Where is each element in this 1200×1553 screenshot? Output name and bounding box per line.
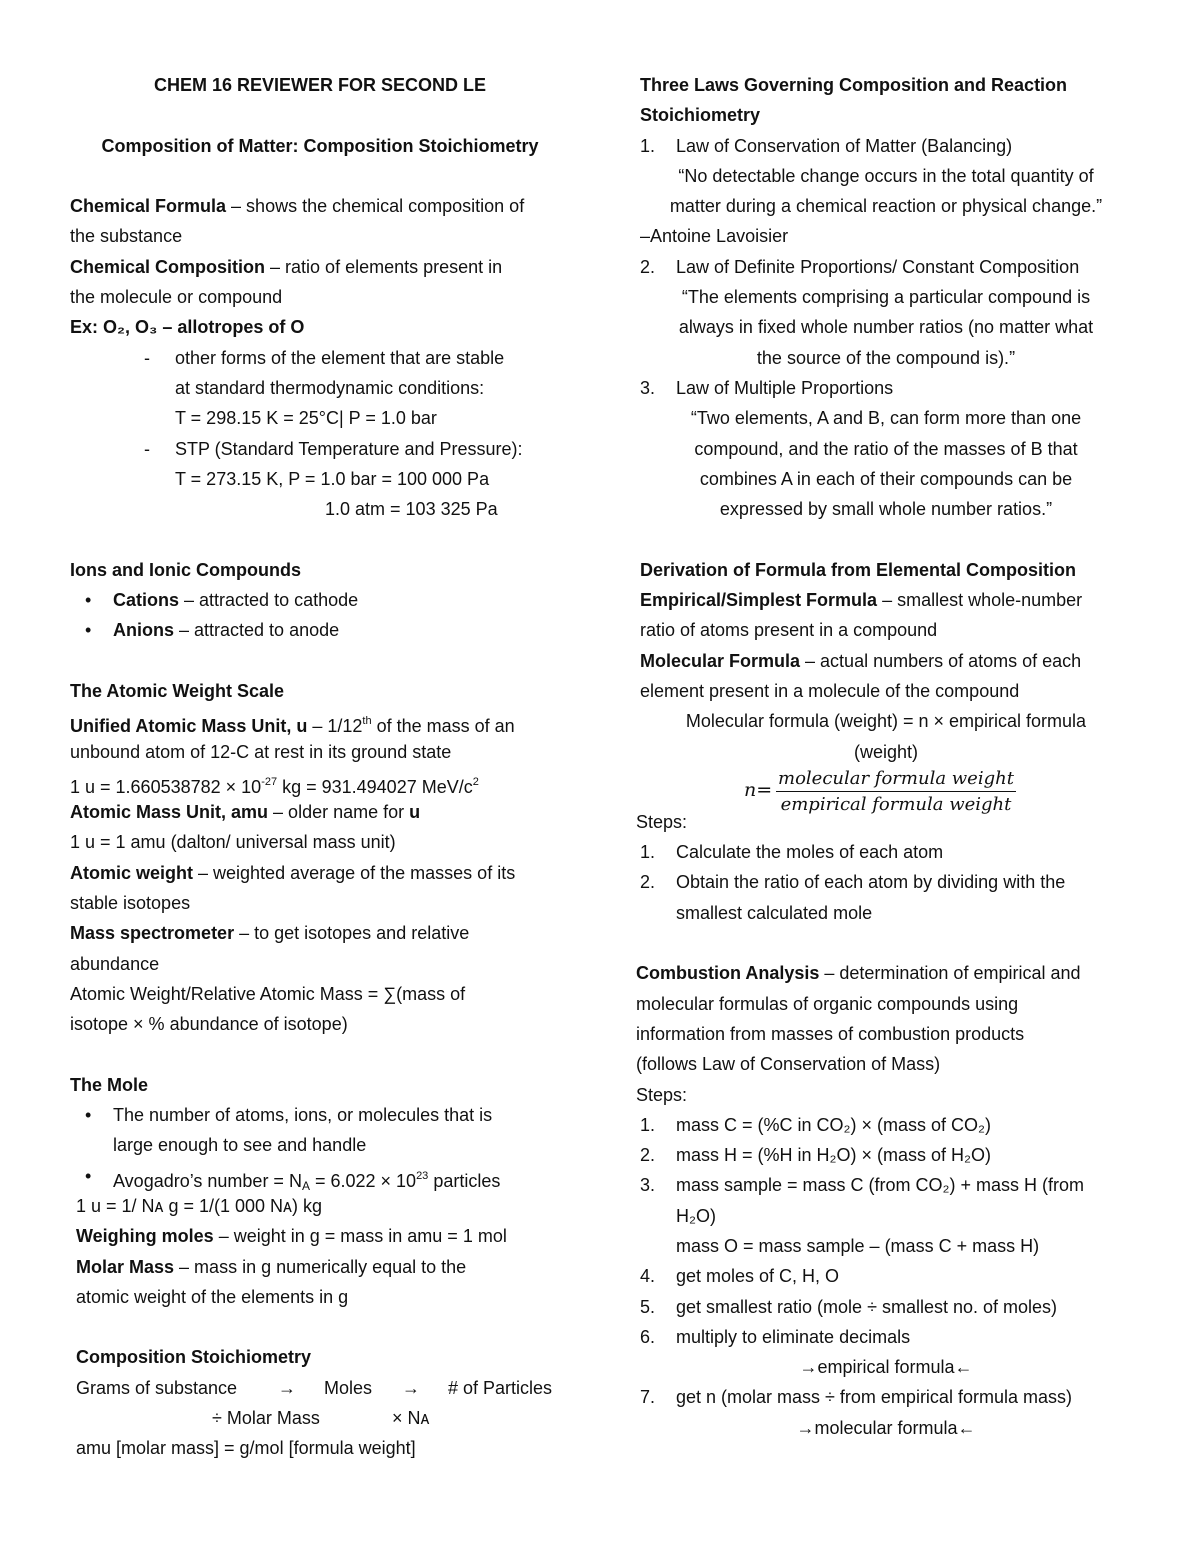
quote-author: –Antoine Lavoisier bbox=[640, 226, 789, 247]
atomic-weight-heading: The Atomic Weight Scale bbox=[70, 680, 285, 701]
derivation-heading: Derivation of Formula from Elemental Composition bbox=[640, 559, 1077, 580]
right-column bbox=[636, 70, 1136, 1443]
text-line: atomic weight of the elements in g bbox=[76, 1286, 349, 1307]
conversion-flow: Grams of substance → Moles → # of Particles bbox=[70, 1373, 570, 1403]
empirical-formula-result: →empirical formula← bbox=[799, 1357, 973, 1378]
numbered-item: 2. mass H = (%H in H₂O) × (mass of H₂O) bbox=[640, 1145, 992, 1166]
ions-heading: Ions and Ionic Compounds bbox=[70, 559, 301, 580]
quote-line: expressed by small whole number ratios.” bbox=[719, 499, 1053, 520]
bullet-item: • Avogadro’s number = $N_A = 6.022 \times 10^{23}$ particles bbox=[70, 1161, 570, 1191]
amu-molar-mass-line: amu [molar mass] = g/mol [formula weight] bbox=[76, 1438, 416, 1459]
text-line: isotope × % abundance of isotope) bbox=[70, 1014, 348, 1035]
stp-values: T = 273.15 K, P = 1.0 bar = 100 000 Pa bbox=[175, 468, 490, 489]
bullet-marker: • bbox=[85, 590, 92, 611]
quote-line: “Two elements, A and B, can form more than one bbox=[690, 408, 1082, 429]
text-line: information from masses of combustion products bbox=[636, 1023, 1025, 1044]
quote-line: always in fixed whole number ratios (no matter what bbox=[678, 317, 1094, 338]
steps-label: Steps: bbox=[636, 811, 688, 832]
molecular-formula-line: Molecular Formula – actual numbers of atoms of each bbox=[640, 650, 1082, 671]
dash-marker: - bbox=[144, 347, 150, 368]
numbered-item: 4. get moles of C, H, O bbox=[640, 1266, 840, 1287]
amu-equation: 1 u = 1 amu (dalton/ universal mass unit) bbox=[70, 832, 396, 853]
unified-amu-line: Unified Atomic Mass Unit, u – 1/12th of the mass of an bbox=[70, 715, 515, 737]
text-line: smallest calculated mole bbox=[676, 902, 873, 923]
mole-heading: The Mole bbox=[70, 1074, 149, 1095]
bullet-marker: • bbox=[85, 1105, 92, 1126]
chemical-composition-line: Chemical Composition – ratio of elements present in bbox=[70, 256, 503, 277]
numbered-item: 3. mass sample = mass C (from CO₂) + mass H (from bbox=[640, 1175, 1085, 1196]
numbered-item: 1. mass C = (%C in CO₂) × (mass of CO₂) bbox=[640, 1114, 992, 1135]
conversion-factors: ÷ Molar Mass × Nᴀ bbox=[212, 1408, 430, 1429]
quote-line: combines A in each of their compounds can be bbox=[699, 468, 1073, 489]
combustion-analysis-line: Combustion Analysis – determination of empirical and bbox=[636, 963, 1081, 984]
atomic-weight-line: Atomic weight – weighted average of the masses of its bbox=[70, 862, 516, 883]
text-line: abundance bbox=[70, 953, 160, 974]
weighing-moles-line: Weighing moles – weight in g = mass in amu = 1 mol bbox=[76, 1226, 507, 1247]
bullet-marker: • bbox=[85, 620, 92, 641]
quote-line: compound, and the ratio of the masses of B that bbox=[694, 438, 1078, 459]
quote-line: matter during a chemical reaction or physical change.” bbox=[669, 196, 1103, 217]
text-line: stable isotopes bbox=[70, 893, 191, 914]
left-column bbox=[70, 70, 570, 1464]
amu-line: Atomic Mass Unit, amu – older name for u bbox=[70, 802, 421, 823]
chemical-formula-line: Chemical Formula – shows the chemical composition of bbox=[70, 196, 525, 217]
text-line: large enough to see and handle bbox=[113, 1135, 367, 1156]
numbered-item: 1. Law of Conservation of Matter (Balancing) bbox=[640, 135, 1013, 156]
text-line: (weight) bbox=[853, 741, 919, 762]
bullet-item: • Cations – attracted to cathode bbox=[70, 585, 570, 615]
laws-heading: Three Laws Governing Composition and Reaction bbox=[640, 75, 1068, 95]
numbered-item: 2. Law of Definite Proportions/ Constant Composition bbox=[640, 256, 1080, 277]
molecular-formula-result: →molecular formula← bbox=[796, 1417, 976, 1438]
steps-label: Steps: bbox=[636, 1084, 688, 1105]
arrow-right-icon: → bbox=[402, 1377, 420, 1398]
u-avogadro-line: 1 u = 1/ Nᴀ g = 1/(1 000 Nᴀ) kg bbox=[76, 1195, 322, 1216]
section-subtitle: Composition of Matter: Composition Stoichiometry bbox=[101, 135, 539, 156]
numbered-item: 6. multiply to eliminate decimals bbox=[640, 1326, 911, 1347]
atomic-weight-formula: Atomic Weight/Relative Atomic Mass = ∑(mass of bbox=[70, 983, 466, 1004]
text-line: element present in a molecule of the compound bbox=[640, 680, 1020, 701]
fraction-denominator: empirical formula weight bbox=[780, 793, 1012, 815]
mass-spectrometer-line: Mass spectrometer – to get isotopes and relative bbox=[70, 923, 470, 944]
standard-conditions: T = 298.15 K = 25°C| P = 1.0 bar bbox=[175, 408, 437, 429]
bullet-item: • Anions – attracted to anode bbox=[70, 615, 570, 645]
n-fraction-equation bbox=[636, 767, 1136, 815]
quote-line: the source of the compound is).” bbox=[756, 347, 1016, 368]
quote-line: “No detectable change occurs in the total quantity of bbox=[678, 165, 1094, 186]
example-line: Ex: O₂, O₃ – allotropes of O bbox=[70, 317, 305, 338]
numbered-item: 1. Calculate the moles of each atom bbox=[640, 842, 944, 863]
fraction-numerator: molecular formula weight bbox=[776, 767, 1016, 792]
text-line: the molecule or compound bbox=[70, 287, 283, 308]
laws-heading-cont: Stoichiometry bbox=[640, 105, 761, 126]
numbered-item: 3. Law of Multiple Proportions bbox=[640, 377, 894, 398]
numbered-item: 2. Obtain the ratio of each atom by dividing with the bbox=[640, 872, 1066, 893]
molecular-weight-equation: Molecular formula (weight) = n × empirical formula bbox=[685, 711, 1087, 732]
numbered-item: 5. get smallest ratio (mole ÷ smallest no. of moles) bbox=[640, 1296, 1058, 1317]
document-title: CHEM 16 REVIEWER FOR SECOND LE bbox=[153, 75, 487, 95]
numbered-item: 7. get n (molar mass ÷ from empirical formula mass) bbox=[640, 1387, 1072, 1408]
dash-item: - STP (Standard Temperature and Pressure): bbox=[70, 434, 570, 464]
atm-value: 1.0 atm = 103 325 Pa bbox=[325, 499, 498, 520]
bullet-marker: • bbox=[85, 1165, 92, 1186]
quote-line: “The elements comprising a particular compound is bbox=[681, 287, 1091, 308]
dash-item: - other forms of the element that are stable bbox=[70, 343, 570, 373]
text-line: molecular formulas of organic compounds using bbox=[636, 993, 1019, 1014]
text-line: the substance bbox=[70, 226, 183, 247]
u-equation: 1 $u = 1.660538782 \times 10^{-27}$ kg = 931.494027 MeV/$c^2$ bbox=[70, 775, 479, 797]
composition-stoichiometry-heading: Composition Stoichiometry bbox=[76, 1347, 312, 1368]
text-line: (follows Law of Conservation of Mass) bbox=[636, 1054, 941, 1075]
empirical-formula-line: Empirical/Simplest Formula – smallest whole-number bbox=[640, 590, 1083, 611]
text-line: unbound atom of 12-C at rest in its ground state bbox=[70, 741, 452, 762]
text-line: at standard thermodynamic conditions: bbox=[175, 377, 485, 398]
text-line: ratio of atoms present in a compound bbox=[640, 620, 938, 641]
text-line: mass O = mass sample – (mass C + mass H) bbox=[676, 1235, 1040, 1256]
molar-mass-line: Molar Mass – mass in g numerically equal to the bbox=[76, 1256, 467, 1277]
text-line: H₂O) bbox=[676, 1205, 716, 1226]
dash-marker: - bbox=[144, 438, 150, 459]
fraction-n-label: n= bbox=[744, 778, 773, 801]
bullet-item: • The number of atoms, ions, or molecules that is bbox=[70, 1100, 570, 1130]
arrow-right-icon: → bbox=[278, 1377, 296, 1398]
